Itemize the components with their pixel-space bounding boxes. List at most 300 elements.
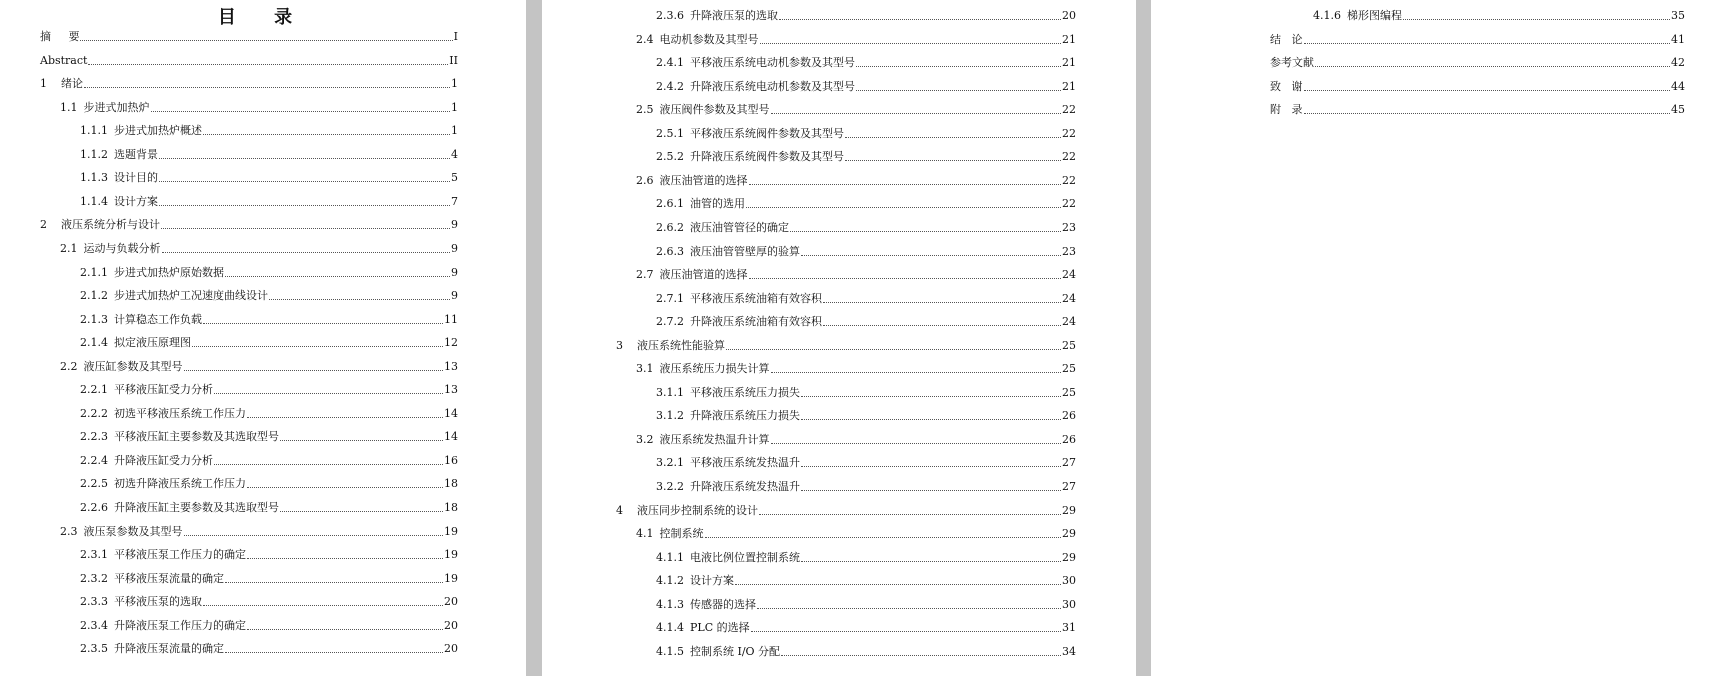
- toc-entry-page-number: 14: [444, 430, 458, 444]
- toc-entry-title: 升降液压缸受力分析: [114, 453, 213, 467]
- toc-entry[interactable]: [656, 408, 1076, 424]
- toc-entry-page-number: 22: [1062, 103, 1076, 117]
- toc-entry-title: 控制系统 I/O 分配: [690, 644, 781, 658]
- document-page-3: [1151, 0, 1709, 676]
- toc-entry-title: 电动机参数及其型号: [659, 32, 759, 46]
- toc-entry-page-number: 1: [451, 100, 458, 114]
- toc-entry-title: 设计方案: [690, 574, 734, 588]
- toc-entry-page-number: 12: [444, 336, 458, 350]
- dot-leader: [760, 32, 1062, 44]
- toc-entry-title: 平移液压泵流量的确定: [114, 571, 224, 585]
- toc-entry-title: 升降液压系统发热温升: [690, 480, 800, 493]
- toc-entry[interactable]: [636, 32, 1076, 48]
- toc-entry[interactable]: [656, 455, 1076, 471]
- toc-entry-page-number: 30: [1062, 597, 1076, 611]
- toc-entry-title: 参考文献: [1270, 56, 1314, 70]
- dot-leader: [749, 267, 1062, 279]
- dot-leader: [203, 594, 443, 606]
- toc-entry-number: 2.1.3: [80, 312, 108, 326]
- toc-entry-number: 3.1: [636, 362, 654, 376]
- toc-entry-page-number: 24: [1062, 315, 1076, 329]
- toc-entry-title: 液压系统发热温升计算: [659, 432, 770, 446]
- toc-entry[interactable]: [656, 196, 1076, 212]
- toc-entry-number: 3.1.1: [656, 385, 684, 399]
- toc-entry[interactable]: [1270, 32, 1685, 48]
- toc-entry[interactable]: [80, 594, 458, 610]
- dot-leader: [757, 597, 1061, 609]
- dot-leader: [280, 500, 443, 512]
- toc-entry-page-number: 9: [451, 289, 458, 303]
- toc-entry[interactable]: [656, 126, 1076, 142]
- toc-entry[interactable]: [80, 170, 458, 186]
- toc-entry-number: 1.1.3: [80, 171, 108, 185]
- toc-entry-page-number: 13: [444, 383, 458, 397]
- toc-entry-number: 2.7.2: [656, 315, 684, 329]
- toc-entry-page-number: 4: [451, 147, 458, 161]
- toc-entry[interactable]: [656, 644, 1076, 660]
- toc-entry-title: 步进式加热炉原始数据: [114, 265, 224, 279]
- toc-entry[interactable]: [636, 526, 1076, 542]
- dot-leader: [751, 620, 1061, 632]
- toc-entry-page-number: 42: [1671, 56, 1685, 70]
- dot-leader: [203, 312, 443, 324]
- toc-entry-page-number: 22: [1062, 173, 1076, 187]
- dot-leader: [845, 149, 1061, 161]
- dot-leader: [80, 29, 452, 41]
- toc-entry-page-number: 9: [451, 265, 458, 279]
- toc-entry-number: 2.2.2: [80, 406, 108, 420]
- toc-entry[interactable]: [616, 338, 1076, 354]
- toc-entry-number: 2.1: [60, 241, 78, 255]
- toc-entry-page-number: 44: [1671, 79, 1685, 93]
- toc-entry-title: 平移液压缸受力分析: [114, 383, 213, 397]
- toc-entry[interactable]: [80, 476, 458, 492]
- toc-entry[interactable]: [656, 597, 1076, 613]
- toc-entry-number: 4.1.5: [656, 644, 684, 658]
- toc-entry[interactable]: [80, 618, 458, 634]
- toc-entry-number: 4.1.4: [656, 621, 684, 635]
- dot-leader: [247, 476, 443, 488]
- toc-entry-title: 初选升降液压系统工作压力: [114, 477, 246, 491]
- dot-leader: [269, 288, 450, 300]
- toc-entry-title: 平移液压系统阀件参数及其型号: [690, 126, 844, 140]
- toc-entry-number: 3.2: [636, 432, 654, 446]
- dot-leader: [203, 123, 450, 135]
- toc-entry-number: 4: [616, 503, 623, 517]
- toc-entry[interactable]: [1270, 55, 1685, 71]
- toc-entry[interactable]: [80, 571, 458, 587]
- toc-entry-page-number: 26: [1062, 409, 1076, 423]
- toc-entry-page-number: 14: [444, 406, 458, 420]
- toc-entry-number: 4.1.1: [656, 550, 684, 564]
- dot-leader: [247, 547, 443, 559]
- toc-entry-number: 2.3: [60, 524, 78, 538]
- dot-leader: [159, 194, 450, 206]
- toc-entry-title: 步进式加热炉概述: [114, 124, 202, 138]
- document-page-2: [542, 0, 1136, 676]
- dot-leader: [759, 503, 1061, 515]
- toc-entry-title: 设计目的: [114, 171, 158, 185]
- toc-entry-number: 4.1.2: [656, 574, 684, 588]
- dot-leader: [801, 550, 1061, 562]
- toc-entry-title: 液压油管管壁厚的验算: [690, 244, 800, 258]
- toc-entry-title: 液压油管道的选择: [659, 268, 748, 282]
- dot-leader: [823, 314, 1061, 326]
- dot-leader: [856, 55, 1061, 67]
- dot-leader: [184, 359, 444, 371]
- dot-leader: [726, 338, 1061, 350]
- toc-entry-page-number: 19: [444, 524, 458, 538]
- toc-entry-title: 液压阀件参数及其型号: [659, 103, 770, 117]
- toc-entry-number: 2.4.2: [656, 79, 684, 93]
- dot-leader: [159, 170, 450, 182]
- toc-entry-title: 计算稳态工作负载: [114, 312, 202, 326]
- toc-entry[interactable]: [656, 479, 1076, 495]
- toc-entry[interactable]: [656, 385, 1076, 401]
- toc-entry-page-number: 34: [1062, 644, 1076, 658]
- toc-entry[interactable]: [656, 79, 1076, 95]
- toc-entry-page-number: 20: [444, 595, 458, 609]
- toc-entry-title: 控制系统: [659, 527, 704, 541]
- toc-entry-page-number: 18: [444, 477, 458, 491]
- toc-entry[interactable]: [80, 123, 458, 139]
- toc-entry-number: 2.7: [636, 268, 654, 282]
- toc-entry[interactable]: [656, 550, 1076, 566]
- dot-leader: [771, 102, 1062, 114]
- dot-leader: [159, 147, 450, 159]
- toc-entry-title: 液压同步控制系统的设计: [637, 503, 758, 517]
- toc-entry-number: 2.6: [636, 173, 654, 187]
- toc-entry-title: 平移液压系统油箱有效容积: [690, 291, 822, 305]
- toc-entry[interactable]: [656, 8, 1076, 24]
- toc-entry-number: 3.2.2: [656, 480, 684, 493]
- toc-entry[interactable]: [80, 406, 458, 422]
- toc-entry-title: 初选平移液压系统工作压力: [114, 406, 246, 420]
- toc-entry-title: 梯形图编程: [1347, 9, 1402, 22]
- toc-entry[interactable]: [80, 429, 458, 445]
- toc-entry-number: 1.1: [60, 100, 78, 114]
- dot-leader: [790, 220, 1061, 232]
- dot-leader: [225, 641, 443, 653]
- toc-entry-title: PLC 的选择: [690, 621, 750, 635]
- toc-entry-title: 平移液压系统电动机参数及其型号: [690, 56, 855, 70]
- dot-leader: [1304, 102, 1671, 114]
- dot-leader: [162, 241, 451, 253]
- dot-leader: [151, 100, 451, 112]
- toc-entry-page-number: 1: [451, 124, 458, 138]
- dot-leader: [247, 618, 443, 630]
- toc-entry[interactable]: [80, 265, 458, 281]
- toc-entry-number: 2.3.6: [656, 9, 684, 22]
- toc-entry-title: 平移液压泵的选取: [114, 595, 202, 609]
- toc-entry-title: 平移液压泵工作压力的确定: [114, 548, 246, 562]
- toc-entry-title: 升降液压泵的选取: [690, 9, 778, 22]
- toc-entry[interactable]: [1270, 79, 1685, 95]
- toc-entry-number: 2.5: [636, 103, 654, 117]
- toc-entry-page-number: 29: [1062, 550, 1076, 564]
- toc-entry-page-number: 21: [1062, 79, 1076, 93]
- toc-entry-number: 3: [616, 338, 623, 352]
- toc-entry[interactable]: [60, 524, 458, 540]
- toc-entry-title: 致 谢: [1270, 79, 1303, 93]
- toc-entry-page-number: 22: [1062, 150, 1076, 164]
- toc-entry-title: 结 论: [1270, 32, 1303, 46]
- toc-entry-title: 平移液压系统发热温升: [690, 456, 800, 470]
- toc-entry-number: 2.6.3: [656, 244, 684, 258]
- toc-entry-number: 3.2.1: [656, 456, 684, 470]
- toc-entry[interactable]: [636, 361, 1076, 377]
- toc-entry[interactable]: [80, 147, 458, 163]
- toc-entry[interactable]: [40, 53, 458, 69]
- dot-leader: [225, 571, 443, 583]
- toc-entry[interactable]: [636, 432, 1076, 448]
- dot-leader: [214, 382, 443, 394]
- toc-entry[interactable]: [40, 217, 458, 233]
- toc-entry-page-number: 23: [1062, 244, 1076, 258]
- toc-entry-page-number: 18: [444, 501, 458, 514]
- toc-entry[interactable]: [80, 335, 458, 351]
- toc-entry-title: 升降液压泵流量的确定: [114, 642, 224, 656]
- toc-entry[interactable]: [60, 100, 458, 116]
- toc-entry-page-number: 21: [1062, 56, 1076, 70]
- dot-leader: [161, 217, 450, 229]
- dot-leader: [845, 126, 1061, 138]
- toc-entry-page-number: 24: [1062, 268, 1076, 282]
- document-page-1: [0, 0, 526, 676]
- toc-entry-title: 升降液压系统油箱有效容积: [690, 315, 822, 329]
- toc-entry-title: 液压油管管径的确定: [690, 220, 789, 234]
- toc-entry[interactable]: [60, 359, 458, 375]
- dot-leader: [192, 335, 443, 347]
- toc-entry-title: 平移液压缸主要参数及其选取型号: [114, 430, 279, 444]
- toc-entry-number: 1: [40, 77, 47, 91]
- toc-entry-number: 1.1.1: [80, 124, 108, 138]
- toc-entry[interactable]: [80, 547, 458, 563]
- toc-entry-number: 1.1.4: [80, 194, 108, 208]
- toc-entry-number: 2.3.3: [80, 595, 108, 609]
- toc-entry[interactable]: [616, 503, 1076, 519]
- dot-leader: [1315, 55, 1670, 67]
- toc-entry-page-number: II: [449, 53, 458, 67]
- toc-entry-number: 4.1.3: [656, 597, 684, 611]
- toc-entry-title: 摘 要: [40, 30, 80, 43]
- toc-entry[interactable]: [656, 55, 1076, 71]
- dot-leader: [856, 79, 1061, 91]
- toc-entry-number: 2.2: [60, 359, 78, 373]
- toc-entry[interactable]: [636, 102, 1076, 118]
- toc-entry-number: 2.2.3: [80, 430, 108, 444]
- toc-entry-page-number: 31: [1062, 621, 1076, 635]
- toc-entry-title: 设计方案: [114, 194, 158, 208]
- dot-leader: [1304, 32, 1671, 44]
- toc-entry-page-number: 25: [1062, 338, 1076, 352]
- dot-leader: [88, 53, 448, 65]
- dot-leader: [781, 644, 1061, 656]
- toc-entry-page-number: 20: [1062, 9, 1076, 22]
- dot-leader: [801, 408, 1061, 420]
- toc-entry-title: 升降液压系统阀件参数及其型号: [690, 150, 844, 164]
- toc-entry-title: 平移液压系统压力损失: [690, 385, 800, 399]
- toc-entry[interactable]: [656, 220, 1076, 236]
- toc-entry-title: Abstract: [40, 53, 88, 67]
- toc-entry-title: 选题背景: [114, 147, 158, 161]
- toc-entry-title: 液压系统压力损失计算: [659, 362, 770, 376]
- toc-entry-title: 传感器的选择: [690, 597, 756, 611]
- toc-entry[interactable]: [80, 500, 458, 516]
- toc-entry-page-number: 24: [1062, 291, 1076, 305]
- toc-entry-title: 附 录: [1270, 103, 1303, 117]
- toc-entry[interactable]: [40, 29, 458, 45]
- dot-leader: [1403, 8, 1670, 20]
- toc-entry-page-number: 27: [1062, 456, 1076, 470]
- toc-entry-title: 绪论: [61, 77, 83, 91]
- dot-leader: [823, 291, 1061, 303]
- toc-entry-number: 2.2.1: [80, 383, 108, 397]
- toc-entry[interactable]: [1270, 102, 1685, 118]
- toc-entry[interactable]: [80, 288, 458, 304]
- dot-leader: [801, 244, 1061, 256]
- toc-entry[interactable]: [656, 291, 1076, 307]
- dot-leader: [1304, 79, 1671, 91]
- toc-entry-number: 2.5.2: [656, 150, 684, 164]
- toc-entry-title: 液压油管道的选择: [659, 173, 748, 187]
- toc-entry-page-number: 29: [1062, 503, 1076, 517]
- toc-entry-number: 2.4.1: [656, 56, 684, 70]
- toc-entry-page-number: 35: [1671, 9, 1685, 22]
- toc-entry-number: 2.3.5: [80, 642, 108, 656]
- toc-entry[interactable]: [656, 149, 1076, 165]
- toc-entry[interactable]: [636, 267, 1076, 283]
- toc-entry-page-number: 20: [444, 642, 458, 656]
- toc-entry-page-number: 22: [1062, 197, 1076, 211]
- toc-entry[interactable]: [656, 244, 1076, 260]
- toc-entry-number: 2.3.2: [80, 571, 108, 585]
- dot-leader: [801, 479, 1061, 491]
- page-gutter: [1136, 0, 1151, 676]
- toc-entry[interactable]: [80, 641, 458, 657]
- toc-entry-title: 液压系统性能验算: [637, 338, 725, 352]
- toc-entry-page-number: 19: [444, 548, 458, 562]
- toc-entry-title: 步进式加热炉: [83, 100, 150, 114]
- toc-entry-number: 2.5.1: [656, 126, 684, 140]
- toc-entry-page-number: 41: [1671, 32, 1685, 46]
- toc-entry-number: 2.2.4: [80, 453, 108, 467]
- toc-entry-number: 4.1.6: [1313, 9, 1341, 22]
- toc-entry-number: 2.3.1: [80, 548, 108, 562]
- toc-entry[interactable]: [80, 453, 458, 469]
- toc-entry[interactable]: [656, 573, 1076, 589]
- toc-entry-number: 2.3.4: [80, 618, 108, 632]
- dot-leader: [779, 8, 1061, 20]
- toc-entry[interactable]: [636, 173, 1076, 189]
- dot-leader: [801, 385, 1061, 397]
- toc-entry-number: 2.1.2: [80, 289, 108, 303]
- toc-entry-number: 2.1.1: [80, 265, 108, 279]
- toc-entry-number: 2.4: [636, 32, 654, 46]
- toc-entry-title: 升降液压系统压力损失: [690, 409, 800, 423]
- page-gutter: [526, 0, 542, 676]
- toc-entry-page-number: 25: [1062, 362, 1076, 376]
- dot-leader: [746, 196, 1061, 208]
- toc-entry-title: 电液比例位置控制系统: [690, 550, 800, 564]
- toc-entry-page-number: I: [453, 30, 458, 43]
- toc-entry-page-number: 5: [451, 171, 458, 185]
- toc-entry-page-number: 30: [1062, 574, 1076, 588]
- toc-entry-number: 2.7.1: [656, 291, 684, 305]
- toc-entry-title: 液压系统分析与设计: [61, 218, 160, 232]
- dot-leader: [225, 265, 450, 277]
- dot-leader: [801, 455, 1061, 467]
- toc-entry-page-number: 9: [451, 218, 458, 232]
- toc-entry-page-number: 1: [451, 77, 458, 91]
- toc-entry-page-number: 45: [1671, 103, 1685, 117]
- toc-entry-title: 升降液压泵工作压力的确定: [114, 618, 246, 632]
- toc-entry[interactable]: [80, 194, 458, 210]
- toc-entry-title: 步进式加热炉工况速度曲线设计: [114, 289, 268, 303]
- toc-entry-page-number: 27: [1062, 480, 1076, 493]
- toc-entry-page-number: 20: [444, 618, 458, 632]
- toc-entry-number: 2.6.1: [656, 197, 684, 211]
- toc-title: 目 录: [217, 7, 309, 28]
- toc-entry-page-number: 7: [451, 194, 458, 208]
- toc-entry-title: 运动与负载分析: [83, 241, 161, 255]
- toc-entry-number: 3.1.2: [656, 409, 684, 423]
- toc-entry-number: 1.1.2: [80, 147, 108, 161]
- toc-entry[interactable]: [1313, 8, 1685, 24]
- dot-leader: [749, 173, 1062, 185]
- toc-entry-title: 拟定液压原理图: [114, 336, 191, 350]
- toc-entry-page-number: 13: [444, 359, 458, 373]
- dot-leader: [771, 432, 1062, 444]
- toc-entry-page-number: 25: [1062, 385, 1076, 399]
- dot-leader: [280, 429, 443, 441]
- toc-entry-title: 升降液压缸主要参数及其选取型号: [114, 501, 279, 514]
- toc-entry-title: 液压缸参数及其型号: [83, 359, 183, 373]
- toc-entry[interactable]: [80, 312, 458, 328]
- toc-entry-page-number: 9: [451, 241, 458, 255]
- toc-entry-number: 2.2.5: [80, 477, 108, 491]
- dot-leader: [214, 453, 443, 465]
- toc-entry-number: 4.1: [636, 527, 654, 541]
- dot-leader: [247, 406, 443, 418]
- toc-entry[interactable]: [60, 241, 458, 257]
- toc-entry-page-number: 26: [1062, 432, 1076, 446]
- toc-entry[interactable]: [80, 382, 458, 398]
- toc-entry-title: 液压泵参数及其型号: [83, 524, 183, 538]
- toc-entry-number: 2: [40, 218, 47, 232]
- toc-entry-title: 油管的选用: [690, 197, 745, 211]
- toc-entry-page-number: 29: [1062, 527, 1076, 541]
- toc-entry-page-number: 19: [444, 571, 458, 585]
- toc-entry-page-number: 22: [1062, 126, 1076, 140]
- toc-entry[interactable]: [656, 314, 1076, 330]
- toc-entry-number: 2.6.2: [656, 220, 684, 234]
- dot-leader: [735, 573, 1061, 585]
- dot-leader: [705, 526, 1062, 538]
- toc-entry[interactable]: [40, 76, 458, 92]
- toc-entry-number: 2.1.4: [80, 336, 108, 350]
- toc-entry-page-number: 11: [444, 312, 458, 326]
- toc-entry[interactable]: [656, 620, 1076, 636]
- toc-entry-number: 2.2.6: [80, 501, 108, 514]
- toc-entry-title: 升降液压系统电动机参数及其型号: [690, 79, 855, 93]
- dot-leader: [771, 361, 1062, 373]
- toc-entry-page-number: 16: [444, 453, 458, 467]
- toc-entry-page-number: 21: [1062, 32, 1076, 46]
- dot-leader: [184, 524, 444, 536]
- dot-leader: [84, 76, 450, 88]
- toc-entry-page-number: 23: [1062, 220, 1076, 234]
